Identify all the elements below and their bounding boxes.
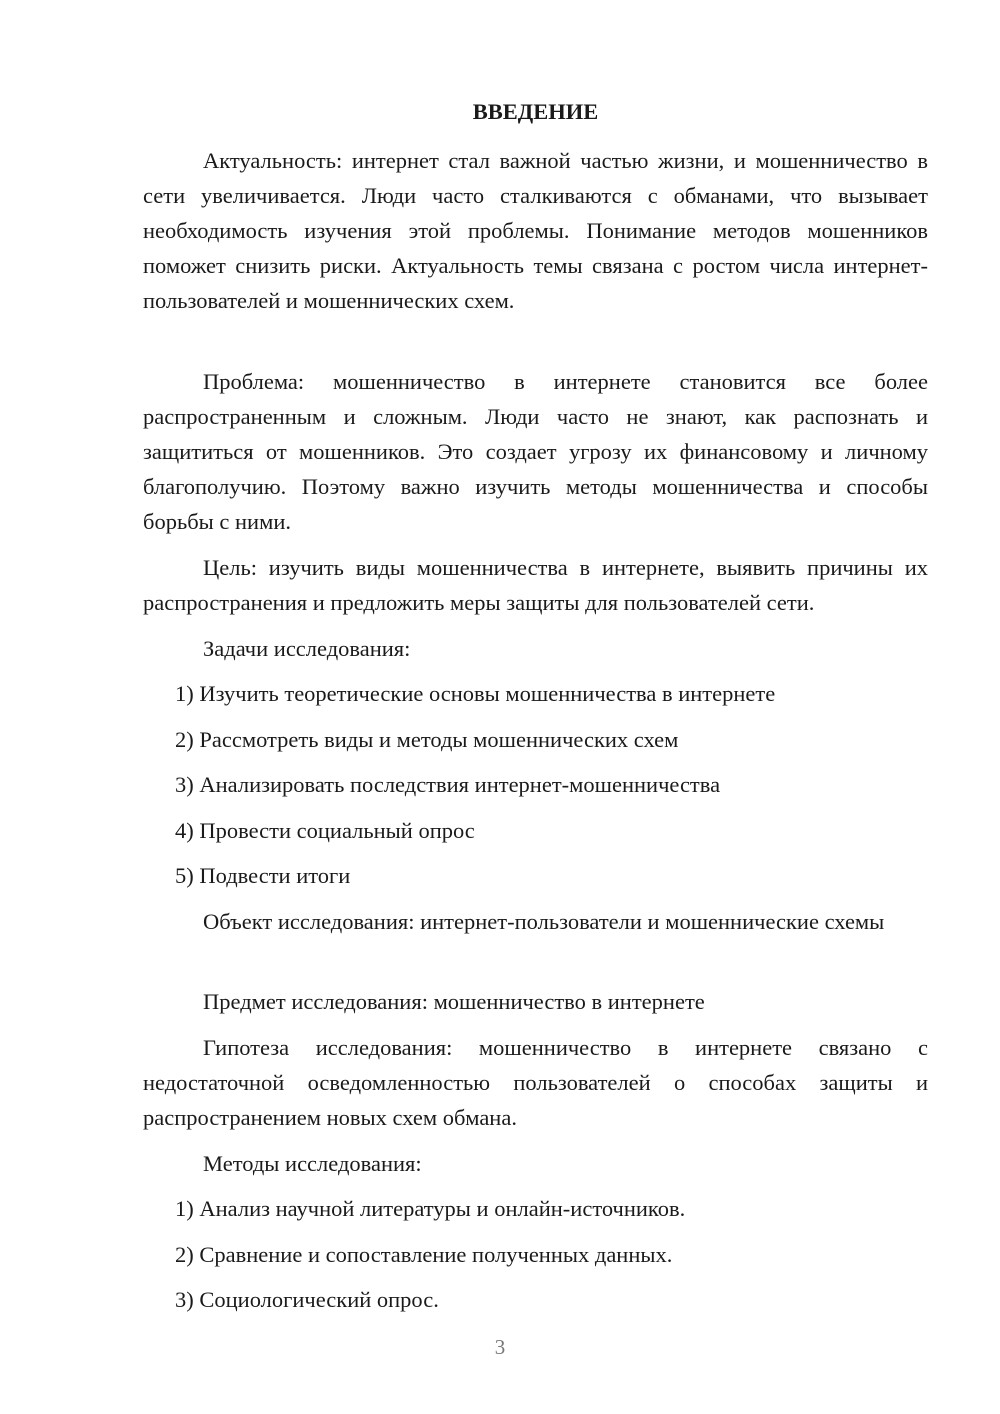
list-item-task: 2) Рассмотреть виды и методы мошеннических схем <box>175 727 679 752</box>
list-item-task: 1) Изучить теоретические основы мошенничества в интернете <box>175 681 776 706</box>
paragraph-goal: Цель: изучить виды мошенничества в интернете, выявить причины их распространения и предложить меры защиты для пользователей сети. <box>143 555 928 615</box>
list-item-task: 4) Провести социальный опрос <box>175 818 475 843</box>
paragraph-hypothesis: Гипотеза исследования: мошенничество в интернете связано с недостаточной осведомленностью пользователей о способах защиты и распространением новых схем обмана. <box>143 1035 928 1130</box>
page-title: ВВЕДЕНИЕ <box>472 99 599 124</box>
paragraph-object: Объект исследования: интернет-пользователи и мошеннические схемы <box>203 909 885 934</box>
list-item-task: 3) Анализировать последствия интернет-мошенничества <box>175 772 721 797</box>
paragraph-problem: Проблема: мошенничество в интернете становится все более распространенным и сложным. Люди часто не знают, как распознать и защититься от мошенников. Это создает угрозу их финансовому и личному благополучию. Поэтому важно изучить методы мошенничества и способы борьбы с ними. <box>143 369 928 534</box>
paragraph-relevance: Актуальность: интернет стал важной частью жизни, и мошенничество в сети увеличивается. Люди часто сталкиваются с обманами, что вызывает необходимость изучения этой проблемы. Понимание методов мошенников поможет снизить риски. Актуальность темы связана с ростом числа интернет-пользователей и мошеннических схем. <box>143 148 928 313</box>
tasks-heading: Задачи исследования: <box>203 636 411 661</box>
list-item-method: 2) Сравнение и сопоставление полученных данных. <box>175 1242 673 1267</box>
list-item-task: 5) Подвести итоги <box>175 863 351 888</box>
list-item-method: 1) Анализ научной литературы и онлайн-источников. <box>175 1196 686 1221</box>
list-item-method: 3) Социологический опрос. <box>175 1287 439 1312</box>
paragraph-subject: Предмет исследования: мошенничество в интернете <box>203 989 705 1014</box>
page-number: 3 <box>494 1335 506 1359</box>
methods-heading: Методы исследования: <box>203 1151 422 1176</box>
